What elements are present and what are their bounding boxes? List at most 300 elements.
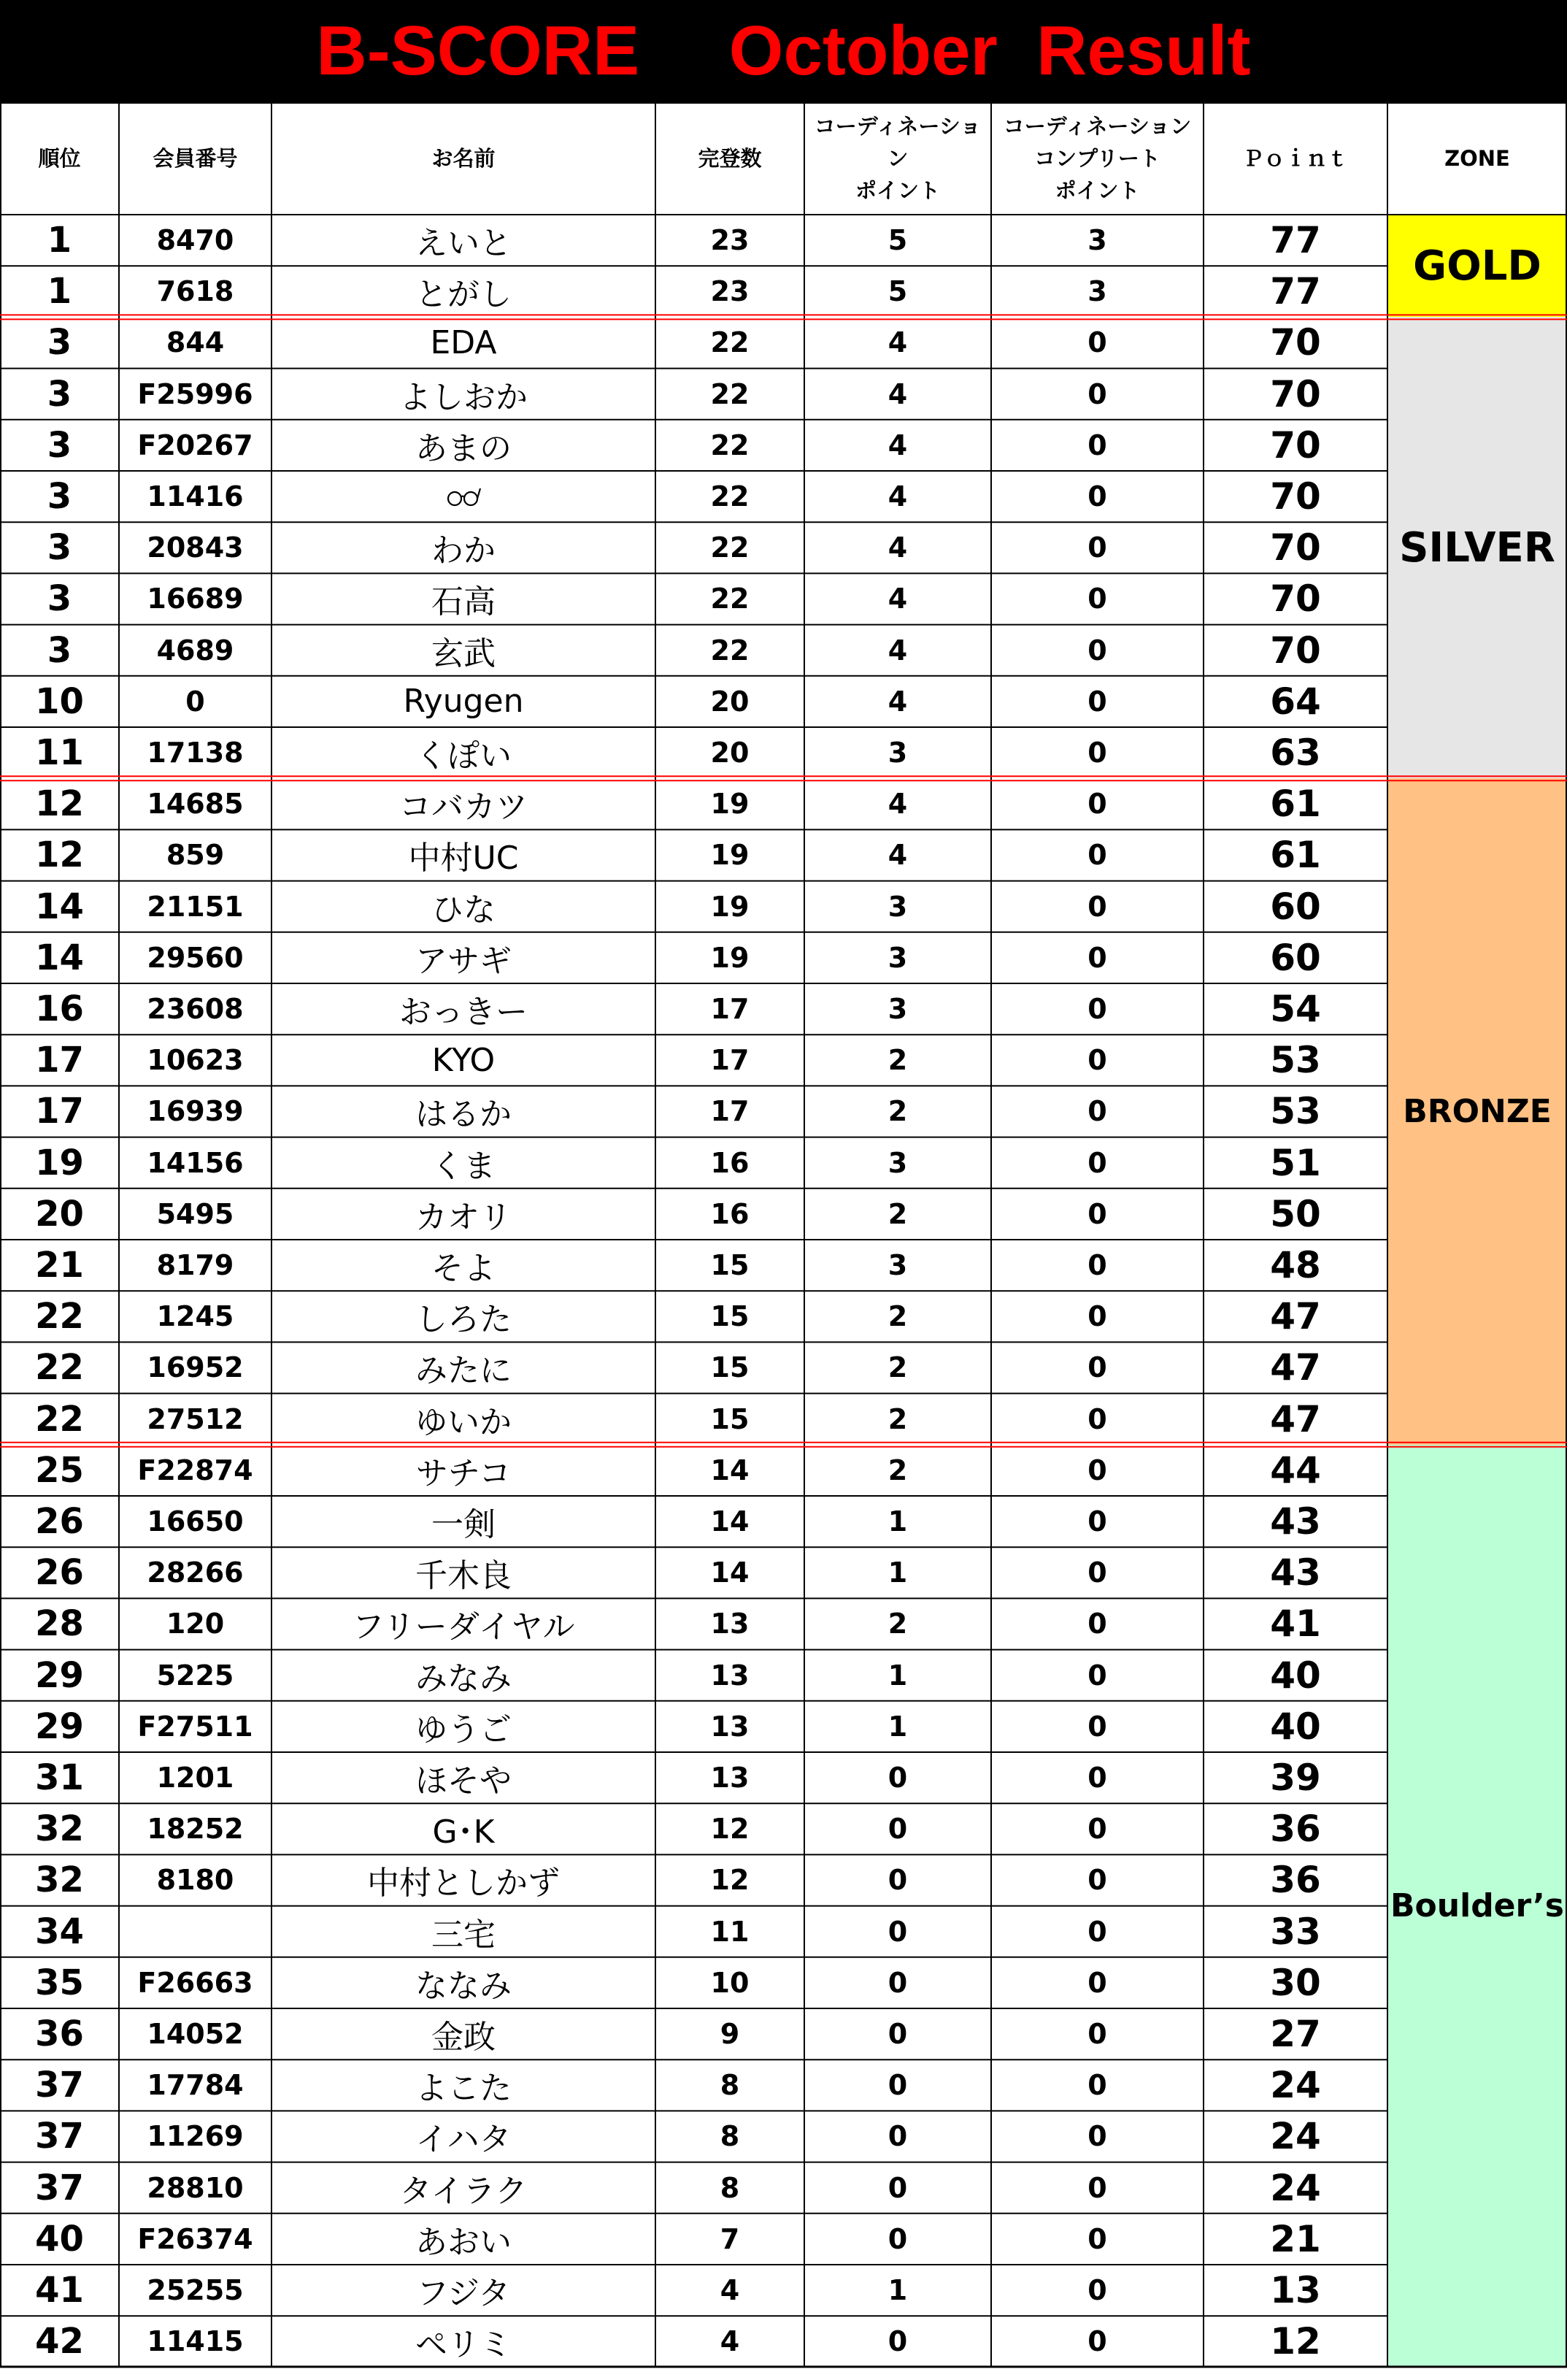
cell-name: くま: [431, 1147, 496, 1185]
cell-name: フジタ: [416, 2275, 511, 2313]
cell-complete: 0: [1087, 1710, 1107, 1743]
cell-point: 21: [1270, 2217, 1321, 2260]
cell-completed: 17: [710, 1044, 750, 1077]
cell-member: 14685: [147, 788, 244, 821]
cell-completed: 22: [710, 531, 750, 564]
zone-gold: GOLD: [1387, 215, 1567, 317]
cell-completed: 22: [710, 377, 750, 410]
cell-point: 70: [1270, 372, 1321, 415]
cell-name: 中村としかず: [367, 1865, 560, 1903]
cell-completed: 14: [710, 1556, 750, 1589]
cell-rank: 11: [35, 732, 84, 774]
cell-point: 77: [1270, 219, 1321, 262]
cell-member: 11415: [147, 2325, 244, 2358]
table-row: [0, 215, 1387, 266]
cell-coord: 4: [888, 583, 908, 615]
cell-complete: 0: [1087, 685, 1107, 718]
table-row: [0, 2111, 1387, 2162]
cell-rank: 16: [35, 989, 84, 1030]
cell-coord: 4: [888, 326, 908, 359]
table-row: [0, 317, 1387, 368]
cell-complete: 0: [1087, 1505, 1107, 1538]
table-row: [0, 266, 1387, 317]
cell-member: 20843: [147, 531, 244, 564]
cell-member: F25996: [137, 377, 253, 410]
cell-member: 21151: [147, 890, 244, 923]
cell-complete: 0: [1087, 941, 1107, 974]
cell-member: 16650: [147, 1505, 244, 1538]
table-row: [0, 1445, 1387, 1496]
cell-member: 10623: [147, 1044, 244, 1077]
cell-name: G･K: [432, 1813, 495, 1851]
cell-completed: 14: [710, 1505, 750, 1538]
header-complete: コーディネーション コンプリート ポイント: [1003, 114, 1192, 203]
cell-complete: 0: [1087, 2222, 1107, 2255]
cell-name: えいと: [415, 225, 512, 263]
cell-completed: 12: [710, 1864, 750, 1897]
cell-coord: 0: [888, 1915, 908, 1948]
cell-point: 50: [1270, 1192, 1321, 1235]
cell-rank: 3: [47, 527, 72, 569]
cell-completed: 16: [710, 1146, 750, 1179]
cell-rank: 17: [35, 1040, 84, 1081]
cell-complete: 0: [1087, 1813, 1107, 1846]
cell-name: そよ: [431, 1250, 496, 1288]
cell-name: カオリ: [415, 1198, 512, 1236]
cell-member: 28266: [147, 1556, 244, 1589]
cell-name: 一剣: [431, 1506, 496, 1544]
cell-name: イハタ: [415, 2121, 512, 2159]
cell-coord: 0: [888, 1864, 908, 1897]
table-row: [0, 2214, 1387, 2265]
cell-completed: 4: [720, 2274, 740, 2307]
cell-complete: 3: [1087, 224, 1107, 257]
cell-rank: 3: [47, 424, 72, 466]
cell-name: アサギ: [415, 942, 512, 980]
cell-name: 石高: [431, 583, 496, 621]
cell-rank: 20: [35, 1193, 84, 1235]
cell-coord: 4: [888, 377, 908, 410]
cell-completed: 15: [710, 1402, 750, 1435]
cell-completed: 7: [720, 2222, 740, 2255]
cell-complete: 0: [1087, 1351, 1107, 1384]
cell-completed: 8: [720, 2171, 740, 2204]
zone-bronze: BRONZE: [1387, 778, 1567, 1445]
cell-point: 70: [1270, 629, 1321, 672]
cell-member: 16689: [147, 583, 244, 615]
cell-complete: 0: [1087, 2018, 1107, 2051]
cell-point: 47: [1270, 1397, 1321, 1440]
cell-coord: 5: [888, 224, 908, 257]
cell-completed: 15: [710, 1351, 750, 1384]
cell-complete: 0: [1087, 1402, 1107, 1435]
cell-complete: 0: [1087, 634, 1107, 667]
cell-rank: 3: [47, 578, 72, 620]
cell-name: みたに: [415, 1352, 512, 1390]
cell-completed: 9: [720, 2018, 740, 2051]
cell-point: 39: [1270, 1757, 1321, 1800]
cell-member: 0: [185, 685, 205, 718]
cell-point: 27: [1270, 2013, 1321, 2056]
cell-name: ペリミ: [415, 2326, 512, 2364]
cell-coord: 3: [888, 737, 908, 769]
cell-completed: 19: [710, 839, 750, 872]
cell-rank: 14: [35, 886, 84, 927]
table-row: [0, 1291, 1387, 1342]
table-row: [0, 1906, 1387, 1957]
cell-name: あまの: [415, 429, 512, 467]
cell-complete: 0: [1087, 583, 1107, 615]
cell-completed: 23: [710, 224, 750, 257]
cell-complete: 0: [1087, 1197, 1107, 1230]
cell-name: よしおか: [399, 378, 528, 416]
cell-coord: 0: [888, 1813, 908, 1846]
cell-completed: 17: [710, 1095, 750, 1128]
table-row: [0, 829, 1387, 880]
cell-complete: 0: [1087, 1915, 1107, 1948]
header-coord: コーディネーショ ン ポイント: [814, 114, 982, 203]
cell-name: わか: [431, 532, 496, 570]
table-row: [0, 1342, 1387, 1393]
cell-coord: 2: [888, 1402, 908, 1435]
cell-point: 54: [1270, 988, 1321, 1031]
cell-name: あおい: [415, 2223, 512, 2261]
cell-coord: 2: [888, 1044, 908, 1077]
cell-name: [272, 471, 655, 522]
cell-member: 1245: [156, 1300, 234, 1333]
cell-member: 8470: [156, 224, 234, 257]
table-row: [0, 1650, 1387, 1701]
table-row: [0, 1137, 1387, 1189]
cell-coord: 4: [888, 634, 908, 667]
table-row: [0, 1086, 1387, 1137]
cell-complete: 0: [1087, 2069, 1107, 2102]
cell-point: 70: [1270, 577, 1321, 621]
cell-point: 70: [1270, 423, 1321, 467]
cell-point: 47: [1270, 1295, 1321, 1338]
cell-rank: 19: [35, 1142, 84, 1183]
cell-member: 29560: [147, 941, 244, 974]
cell-completed: 22: [710, 326, 750, 359]
cell-member: F20267: [137, 429, 253, 461]
cell-point: 70: [1270, 321, 1321, 364]
cell-complete: 0: [1087, 890, 1107, 923]
cell-point: 77: [1270, 270, 1321, 313]
cell-coord: 0: [888, 1762, 908, 1794]
cell-point: 60: [1270, 936, 1321, 979]
header-zone: ZONE: [1444, 146, 1510, 171]
zone-boulders: Boulder’s: [1387, 1445, 1567, 2368]
cell-complete: 0: [1087, 2120, 1107, 2153]
glasses-icon: [444, 478, 482, 515]
cell-complete: 0: [1087, 1044, 1107, 1077]
cell-member: 14156: [147, 1146, 244, 1179]
table-row: [0, 1598, 1387, 1649]
table-row: [0, 1854, 1387, 1905]
cell-completed: 22: [710, 480, 750, 513]
cell-coord: 3: [888, 993, 908, 1026]
table-row: [0, 1752, 1387, 1803]
cell-name: みなみ: [415, 1659, 512, 1697]
cell-rank: 37: [35, 2065, 84, 2106]
cell-point: 24: [1270, 2166, 1321, 2209]
cell-rank: 14: [35, 937, 84, 978]
cell-point: 51: [1270, 1141, 1321, 1184]
cell-complete: 0: [1087, 1762, 1107, 1794]
cell-point: 30: [1270, 1961, 1321, 2004]
cell-member: 8180: [156, 1864, 234, 1897]
cell-complete: 3: [1087, 275, 1107, 308]
cell-completed: 12: [710, 1813, 750, 1846]
cell-complete: 0: [1087, 429, 1107, 461]
cell-coord: 1: [888, 1556, 908, 1589]
cell-rank: 1: [47, 271, 72, 312]
cell-point: 47: [1270, 1346, 1321, 1389]
cell-rank: 25: [35, 1449, 84, 1491]
cell-complete: 0: [1087, 2171, 1107, 2204]
table-row: [0, 625, 1387, 676]
cell-member: [119, 1906, 272, 1957]
table-row: [0, 2008, 1387, 2060]
cell-coord: 4: [888, 685, 908, 718]
cell-rank: 36: [35, 2014, 84, 2055]
cell-rank: 29: [35, 1654, 84, 1696]
cell-coord: 5: [888, 275, 908, 308]
cell-completed: 22: [710, 429, 750, 461]
header-member: 会員番号: [153, 146, 238, 171]
cell-rank: 40: [35, 2218, 84, 2260]
cell-point: 53: [1270, 1090, 1321, 1133]
cell-name: ななみ: [415, 1967, 512, 2005]
cell-complete: 0: [1087, 377, 1107, 410]
cell-coord: 4: [888, 480, 908, 513]
cell-complete: 0: [1087, 993, 1107, 1026]
cell-coord: 2: [888, 1454, 908, 1486]
cell-rank: 3: [47, 373, 72, 415]
cell-name: おっきー: [399, 994, 528, 1032]
table-row: [0, 471, 1387, 522]
cell-completed: 23: [710, 275, 750, 308]
table-row: [0, 1034, 1387, 1086]
cell-complete: 0: [1087, 1300, 1107, 1333]
cell-name: くぽい: [415, 737, 512, 775]
cell-point: 53: [1270, 1039, 1321, 1082]
cell-point: 61: [1270, 783, 1321, 826]
cell-member: 16939: [147, 1095, 244, 1128]
cell-member: 8179: [156, 1249, 234, 1282]
cell-rank: 26: [35, 1501, 84, 1543]
cell-coord: 4: [888, 429, 908, 461]
cell-rank: 26: [35, 1552, 84, 1594]
table-row: [0, 1240, 1387, 1291]
cell-member: 844: [166, 326, 225, 359]
cell-rank: 1: [47, 220, 72, 261]
cell-member: 27512: [147, 1402, 244, 1435]
cell-coord: 0: [888, 1966, 908, 1999]
cell-completed: 14: [710, 1454, 750, 1486]
table-row: [0, 573, 1387, 624]
cell-member: 11416: [147, 480, 244, 513]
cell-coord: 4: [888, 839, 908, 872]
cell-name: しろた: [415, 1301, 512, 1339]
table-row: [0, 676, 1387, 727]
cell-member: 859: [166, 839, 225, 872]
cell-name: 中村UC: [408, 840, 519, 878]
cell-point: 70: [1270, 526, 1321, 569]
cell-name: ゆいか: [415, 1403, 512, 1441]
table-row: [0, 2265, 1387, 2316]
cell-name: とがし: [415, 276, 512, 314]
cell-point: 64: [1270, 680, 1321, 723]
cell-rank: 29: [35, 1705, 84, 1747]
table-row: [0, 2060, 1387, 2111]
cell-rank: 21: [35, 1245, 84, 1286]
cell-completed: 17: [710, 993, 750, 1026]
cell-name: ゆうご: [415, 1711, 512, 1748]
table-row: [0, 2162, 1387, 2214]
cell-rank: 22: [35, 1398, 84, 1440]
cell-member: F26374: [137, 2222, 253, 2255]
cell-member: F27511: [137, 1710, 253, 1743]
cell-name: 金政: [431, 2019, 496, 2057]
table-row: [0, 1189, 1387, 1240]
cell-complete: 0: [1087, 1556, 1107, 1589]
cell-member: 5495: [156, 1197, 234, 1230]
table-row: [0, 369, 1387, 420]
cell-coord: 1: [888, 1505, 908, 1538]
cell-coord: 0: [888, 2069, 908, 2102]
cell-name: KYO: [431, 1041, 496, 1079]
cell-name: はるか: [415, 1096, 512, 1134]
cell-point: 12: [1270, 2320, 1321, 2363]
cell-member: 16952: [147, 1351, 244, 1384]
cell-point: 36: [1270, 1859, 1321, 1902]
cell-rank: 34: [35, 1911, 84, 1952]
cell-rank: 22: [35, 1347, 84, 1389]
cell-point: 43: [1270, 1500, 1321, 1543]
zone-silver: SILVER: [1387, 317, 1567, 778]
cell-coord: 1: [888, 2274, 908, 2307]
cell-coord: 3: [888, 941, 908, 974]
cell-completed: 19: [710, 941, 750, 974]
cell-coord: 2: [888, 1351, 908, 1384]
cell-point: 43: [1270, 1551, 1321, 1594]
cell-rank: 3: [47, 476, 72, 518]
cell-name: 三宅: [431, 1916, 496, 1954]
header-rank: 順位: [38, 146, 81, 171]
cell-coord: 2: [888, 1608, 908, 1640]
cell-coord: 0: [888, 2120, 908, 2153]
table-row: [0, 2316, 1387, 2367]
cell-coord: 2: [888, 1095, 908, 1128]
cell-complete: 0: [1087, 1454, 1107, 1486]
cell-member: 17138: [147, 737, 244, 769]
table-row: [0, 1803, 1387, 1854]
cell-point: 33: [1270, 1910, 1321, 1953]
cell-name: ほそや: [415, 1762, 512, 1800]
cell-coord: 1: [888, 1710, 908, 1743]
cell-member: 17784: [147, 2069, 244, 2102]
cell-complete: 0: [1087, 1249, 1107, 1282]
table-row: [0, 727, 1387, 778]
cell-coord: 4: [888, 531, 908, 564]
table-row: [0, 1547, 1387, 1598]
cell-rank: 41: [35, 2270, 84, 2311]
cell-member: 28810: [147, 2171, 244, 2204]
cell-point: 24: [1270, 2115, 1321, 2158]
cell-point: 48: [1270, 1244, 1321, 1287]
cell-completed: 19: [710, 890, 750, 923]
cell-completed: 22: [710, 634, 750, 667]
cell-complete: 0: [1087, 1146, 1107, 1179]
cell-completed: 13: [710, 1710, 750, 1743]
cell-point: 13: [1270, 2269, 1321, 2312]
cell-coord: 0: [888, 2171, 908, 2204]
cell-completed: 20: [710, 737, 750, 769]
cell-name: コバカツ: [399, 788, 528, 826]
cell-rank: 42: [35, 2321, 84, 2362]
cell-complete: 0: [1087, 737, 1107, 769]
cell-member: 23608: [147, 993, 244, 1026]
table-row: [0, 1957, 1387, 2008]
cell-complete: 0: [1087, 1659, 1107, 1692]
table-row: [0, 522, 1387, 573]
cell-completed: 22: [710, 583, 750, 615]
cell-name: ひな: [431, 891, 496, 929]
cell-coord: 0: [888, 2018, 908, 2051]
cell-complete: 0: [1087, 1864, 1107, 1897]
cell-point: 41: [1270, 1602, 1321, 1646]
cell-point: 36: [1270, 1808, 1321, 1851]
cell-coord: 0: [888, 2222, 908, 2255]
cell-complete: 0: [1087, 531, 1107, 564]
cell-coord: 0: [888, 2325, 908, 2358]
cell-complete: 0: [1087, 839, 1107, 872]
cell-point: 61: [1270, 834, 1321, 877]
cell-coord: 3: [888, 1146, 908, 1179]
header-point: Ｐｏｉｎｔ: [1242, 146, 1349, 171]
cell-rank: 32: [35, 1859, 84, 1901]
cell-completed: 13: [710, 1659, 750, 1692]
cell-completed: 11: [710, 1915, 750, 1948]
table-row: [0, 1394, 1387, 1445]
cell-completed: 15: [710, 1300, 750, 1333]
cell-member: 120: [166, 1608, 225, 1640]
cell-member: 25255: [147, 2274, 244, 2307]
cell-coord: 1: [888, 1659, 908, 1692]
cell-point: 24: [1270, 2064, 1321, 2107]
cell-completed: 16: [710, 1197, 750, 1230]
cell-complete: 0: [1087, 1966, 1107, 1999]
cell-complete: 0: [1087, 2325, 1107, 2358]
header-name: お名前: [431, 146, 496, 171]
cell-rank: 32: [35, 1808, 84, 1850]
cell-rank: 17: [35, 1091, 84, 1132]
cell-name: 千木良: [415, 1557, 512, 1595]
page-title: B-SCORE October Result: [316, 12, 1251, 90]
cell-rank: 28: [35, 1603, 84, 1645]
cell-complete: 0: [1087, 480, 1107, 513]
cell-point: 60: [1270, 885, 1321, 928]
cell-coord: 3: [888, 1249, 908, 1282]
cell-name: フリーダイヤル: [352, 1608, 575, 1646]
title-banner: [0, 0, 1567, 102]
cell-name: タイラク: [399, 2172, 528, 2210]
cell-point: 44: [1270, 1448, 1321, 1492]
table-row: [0, 778, 1387, 829]
cell-completed: 4: [720, 2325, 740, 2358]
table-row: [0, 881, 1387, 932]
